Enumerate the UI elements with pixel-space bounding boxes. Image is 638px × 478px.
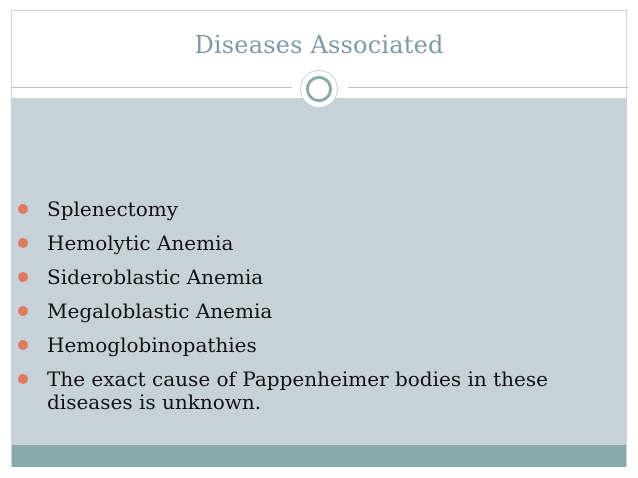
circle-ornament [300, 70, 338, 108]
bullet-dot-icon [18, 272, 28, 282]
bullet-dot-icon [18, 306, 28, 316]
list-item [12, 300, 612, 323]
bullet-text: Sideroblastic Anemia [47, 265, 264, 289]
bullet-text: Splenectomy [47, 197, 178, 221]
bullet-dot-icon [18, 374, 28, 384]
list-item [12, 266, 612, 289]
bullet-text: The exact cause of Pappenheimer bodies in these diseases is unknown. [47, 367, 548, 414]
circle-ornament-inner [306, 76, 332, 102]
slide-frame [11, 10, 627, 467]
slide-title: Diseases Associated [194, 31, 444, 59]
list-item [12, 334, 612, 357]
list-item [12, 368, 612, 414]
list-item [12, 198, 612, 221]
bottom-band [12, 445, 626, 467]
bullet-text: Hemoglobinopathies [47, 333, 257, 357]
bullet-dot-icon [18, 238, 28, 248]
bullet-text: Hemolytic Anemia [47, 231, 234, 255]
bullet-dot-icon [18, 340, 28, 350]
bullet-text: Megaloblastic Anemia [47, 299, 273, 323]
bullet-dot-icon [18, 204, 28, 214]
list-item [12, 232, 612, 255]
title-divider-left [12, 87, 292, 88]
title-divider-right [348, 87, 628, 88]
bullet-list [12, 198, 612, 425]
content-panel [12, 98, 626, 445]
